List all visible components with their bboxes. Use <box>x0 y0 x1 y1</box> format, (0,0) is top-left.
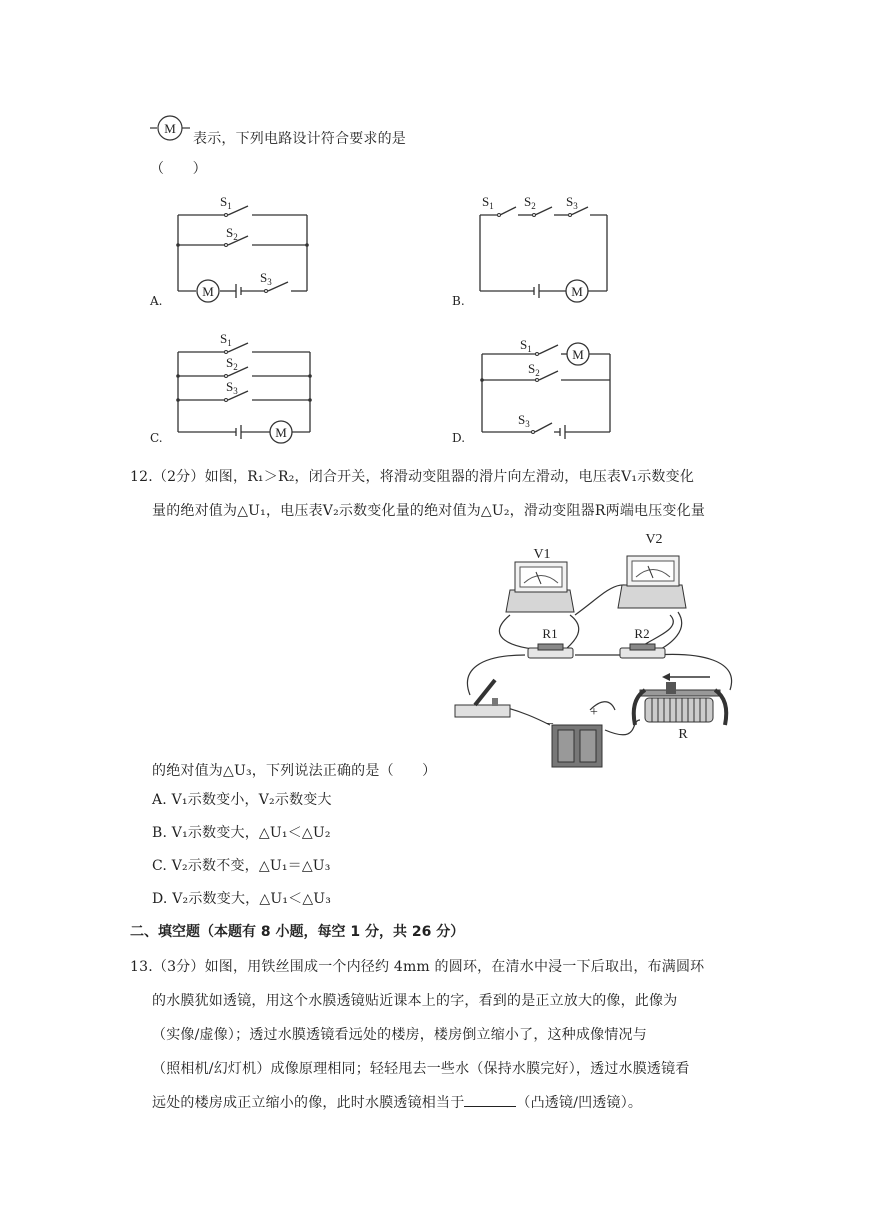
q12-option-b <box>152 822 331 842</box>
circuit-d-diagram <box>472 330 622 450</box>
svg-text:S2: $S_2$ <box>226 355 238 372</box>
svg-text:−: − <box>546 717 554 732</box>
q12-number: 12. <box>130 469 153 485</box>
q12-option-d-letter: D. <box>152 891 168 907</box>
svg-text:S1: $S_1$ <box>220 331 232 348</box>
option-d-letter: D. <box>452 431 466 445</box>
battery-icon <box>546 705 602 767</box>
svg-text:M: M <box>202 284 214 299</box>
svg-text:S3: $S_3$ <box>518 412 530 429</box>
q11-intro: 表示，下列电路设计符合要求的是 <box>193 131 406 147</box>
svg-text:M: M <box>572 347 584 362</box>
q13-line-5 <box>152 1092 642 1112</box>
svg-text:R1: R1 <box>542 626 558 641</box>
option-a-letter: A. <box>150 294 163 308</box>
svg-text:+: + <box>590 705 598 720</box>
q13-line-4: （照相机/幻灯机）成像原理相同；轻轻甩去一些水（保持水膜完好），透过水膜透镜看 <box>152 1061 690 1077</box>
q12-option-d <box>152 888 331 908</box>
q13-line-2: 的水膜犹如透镜，用这个水膜透镜贴近课本上的字，看到的是正立放大的像，此像为 <box>152 993 678 1009</box>
q12-option-d-text: V₂示数变大，△U₁＜△U₃ <box>172 891 332 907</box>
svg-text:V2: V2 <box>645 532 663 547</box>
svg-text:S1: $S_1$ <box>482 194 494 211</box>
resistor-r1-icon <box>528 626 573 658</box>
svg-text:S2: $S_2$ <box>528 361 540 378</box>
circuit-a-diagram <box>170 190 320 310</box>
svg-text:R2: R2 <box>634 626 650 641</box>
q12-option-b-text: V₁示数变大，△U₁＜△U₂ <box>171 825 331 841</box>
svg-text:S2: $S_2$ <box>226 225 238 242</box>
svg-text:V1: V1 <box>533 547 551 562</box>
q12-line-3: 的绝对值为△U₃，下列说法正确的是（ ） <box>152 763 437 779</box>
q12-option-b-letter: B. <box>152 825 168 841</box>
q13-score: （3分） <box>152 959 205 975</box>
motor-symbol-icon <box>150 115 190 141</box>
q12-option-c <box>152 855 331 875</box>
svg-text:R: R <box>678 727 688 742</box>
option-b-letter: B. <box>452 294 465 308</box>
svg-text:S3: $S_3$ <box>566 194 578 211</box>
q12-option-a-text: V₁示数变小，V₂示数变大 <box>171 792 332 808</box>
q13-line-3: （实像/虚像）；透过水膜透镜看远处的楼房，楼房倒立缩小了，这种成像情况与 <box>152 1027 647 1043</box>
q13-answer-blank[interactable] <box>464 1094 516 1107</box>
q13-line-1 <box>130 956 704 976</box>
q13-text-1: 如图，用铁丝围成一个内径约 4mm 的圆环，在清水中浸一下后取出，布满圆环 <box>204 959 705 975</box>
q13-text-5b: （凸透镜/凹透镜）。 <box>516 1095 643 1111</box>
svg-text:S3: $S_3$ <box>260 270 272 287</box>
q12-text-1: 如图，R₁＞R₂，闭合开关，将滑动变阻器的滑片向左滑动，电压表V₁示数变化 <box>204 469 695 485</box>
svg-text:S3: $S_3$ <box>226 379 238 396</box>
q12-line-1 <box>130 466 694 486</box>
q12-option-c-letter: C. <box>152 858 168 874</box>
svg-text:S1: $S_1$ <box>520 337 532 354</box>
rheostat-icon <box>634 673 727 742</box>
q12-option-a <box>152 789 332 809</box>
knife-switch-icon <box>455 680 510 717</box>
voltmeter-v1-icon <box>506 547 574 612</box>
q13-text-5a: 远处的楼房成正立缩小的像，此时水膜透镜相当于 <box>152 1095 465 1111</box>
svg-text:S2: $S_2$ <box>524 194 536 211</box>
resistor-r2-icon <box>620 626 665 658</box>
q13-number: 13. <box>130 959 153 975</box>
voltmeter-v2-icon <box>618 532 686 608</box>
circuit-b-diagram <box>472 190 622 310</box>
q12-option-c-text: V₂示数不变，△U₁＝△U₃ <box>171 858 331 874</box>
motor-symbol-label: M <box>164 121 176 136</box>
q12-option-a-letter: A. <box>152 792 167 808</box>
option-c-letter: C. <box>150 431 163 445</box>
q12-line-2: 量的绝对值为△U₁，电压表V₂示数变化量的绝对值为△U₂，滑动变阻器R两端电压变化量 <box>152 503 706 519</box>
circuit-c-diagram <box>170 330 320 450</box>
svg-text:M: M <box>571 284 583 299</box>
q12-score: （2分） <box>152 469 205 485</box>
q11-answer-paren: （ ） <box>150 161 207 177</box>
svg-text:M: M <box>275 425 287 440</box>
q12-circuit-photo <box>440 530 745 775</box>
section-2-heading: 二、填空题（本题有 8 小题，每空 1 分，共 26 分） <box>130 924 465 940</box>
svg-text:S1: $S_1$ <box>220 194 232 211</box>
